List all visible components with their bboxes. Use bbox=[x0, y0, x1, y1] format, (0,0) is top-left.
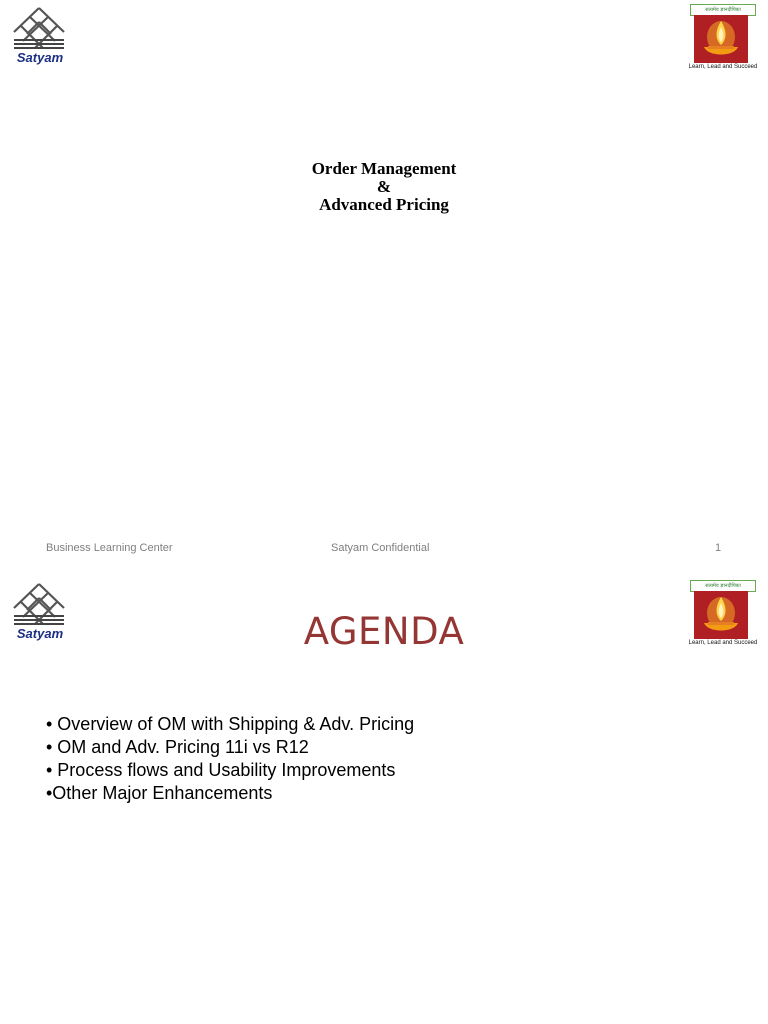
slide-2 bbox=[0, 576, 768, 1024]
presentation-title bbox=[184, 160, 584, 214]
agenda-list bbox=[46, 713, 566, 805]
satyam-lattice-icon bbox=[10, 6, 68, 50]
title-line-3: Advanced Pricing bbox=[319, 195, 449, 214]
title-line-1: Order Management bbox=[311, 159, 457, 178]
title-line-2: & bbox=[376, 177, 392, 196]
agenda-heading: AGENDA bbox=[303, 610, 465, 653]
diya-lamp-icon bbox=[694, 15, 748, 63]
agenda-item-2: • OM and Adv. Pricing 11i vs R12 bbox=[46, 737, 309, 757]
agenda-item-3: • Process flows and Usability Improvements bbox=[46, 760, 396, 780]
satyam-wordmark: Satyam bbox=[16, 50, 64, 65]
diya-lamp-icon bbox=[694, 591, 748, 639]
agenda-item-1: • Overview of OM with Shipping & Adv. Pricing bbox=[46, 714, 415, 734]
satyam-logo bbox=[8, 582, 72, 642]
blc-banner: सत्यमेव ज्ञानदीपिका bbox=[690, 4, 756, 16]
blc-tagline: Learn, Lead and Succeed bbox=[688, 64, 758, 70]
satyam-lattice-icon bbox=[10, 582, 68, 626]
footer-center-text: Satyam Confidential bbox=[331, 542, 430, 554]
agenda-item-4: •Other Major Enhancements bbox=[46, 783, 273, 803]
blc-logo bbox=[684, 4, 762, 74]
blc-logo bbox=[684, 580, 762, 650]
blc-banner: सत्यमेव ज्ञानदीपिका bbox=[690, 580, 756, 592]
satyam-logo bbox=[8, 6, 72, 66]
footer-left-text: Business Learning Center bbox=[46, 542, 173, 554]
blc-tagline: Learn, Lead and Succeed bbox=[688, 640, 758, 646]
page-number: 1 bbox=[715, 542, 722, 554]
satyam-wordmark: Satyam bbox=[16, 626, 64, 641]
